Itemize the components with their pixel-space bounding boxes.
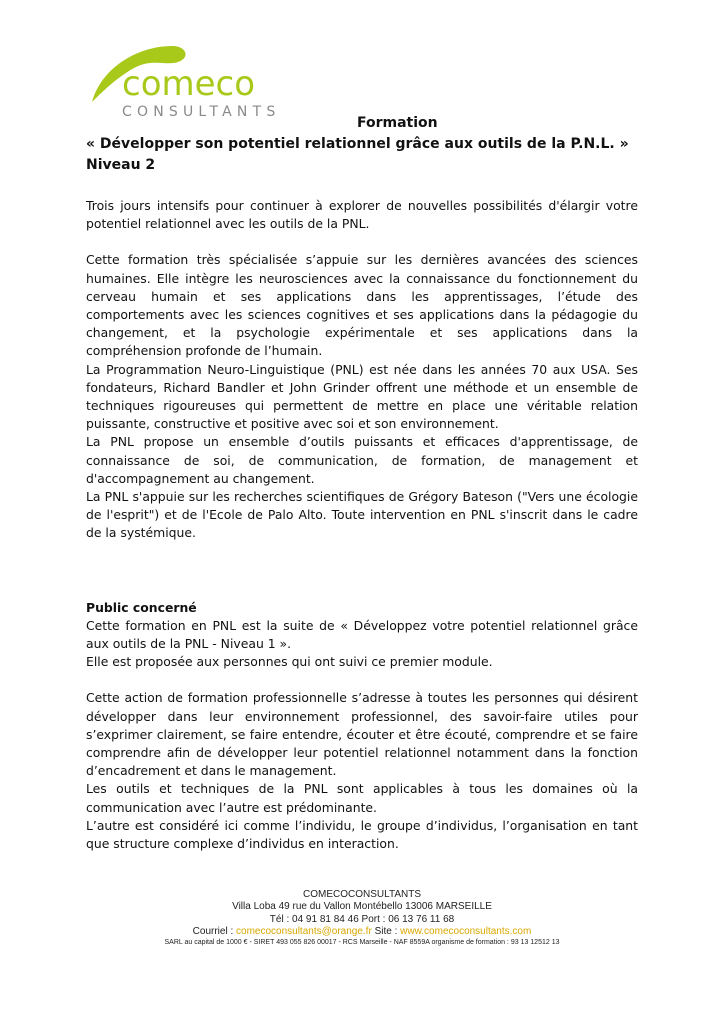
logo-sub-text: CONSULTANTS	[122, 104, 281, 120]
heading-formation: Formation	[357, 115, 438, 131]
footer-company: COMECOCONSULTANTS	[303, 889, 421, 900]
public-paragraph-1: Cette action de formation professionnelle s’adresse à toutes les personnes qui désirent développer dans leur environnement professionnel, des savoir-faire utiles pour s’exprimer clairement, se faire entendre, écouter et être écouté, comprendre et se faire comprendre afin de développer leur potentiel relationnel notamment dans la fonction d’encadrement et dans le management.	[86, 690, 638, 779]
footer-site-label: Site :	[371, 925, 401, 937]
document-heading	[86, 113, 646, 176]
public-line-1: Cette formation en PNL est la suite de « Développez votre potentiel relationnel grâce aux outils de la PNL - Niveau 1 ».	[86, 617, 638, 652]
footer-email-link[interactable]: comecoconsultants@orange.fr	[236, 925, 372, 937]
company-logo	[82, 40, 298, 122]
footer-phone: Tél : 04 91 81 84 46 Port : 06 13 76 11 68	[269, 913, 455, 925]
public-title: Public concerné	[86, 599, 197, 615]
intro-paragraph: Trois jours intensifs pour continuer à explorer de nouvelles possibilités d'élargir votre potentiel relationnel avec les outils de la PNL.	[86, 198, 638, 232]
footer-legal: SARL au capital de 1000 € - SIRET 493 055 826 00017 - RCS Marseille - NAF 8559A organisme de formation : 93 13 12512 13	[164, 939, 560, 947]
comeco-logo-icon	[82, 40, 298, 122]
paragraph-pnl-tools: La PNL propose un ensemble d’outils puissants et efficaces d'apprentissage, de connaissance de soi, de communication, de formation, de management et d'accompagnement au changement.	[86, 434, 638, 486]
heading-level: Niveau 2	[86, 157, 156, 173]
logo-main-text: comeco	[122, 64, 256, 104]
heading-title: « Développer son potentiel relationnel grâce aux outils de la P.N.L. »	[86, 136, 629, 152]
footer-address: Villa Loba 49 rue du Vallon Montébello 13006 MARSEILLE	[232, 901, 492, 913]
public-line-2: Elle est proposée aux personnes qui ont suivi ce premier module.	[86, 654, 493, 670]
page-footer	[0, 889, 724, 948]
public-paragraph-2: Les outils et techniques de la PNL sont applicables à tous les domaines où la communication avec l’autre est prédominante.	[86, 781, 638, 815]
document-body	[86, 197, 638, 853]
footer-site-link[interactable]: www.comecoconsultants.com	[400, 925, 532, 937]
paragraph-bateson: La PNL s'appuie sur les recherches scientifiques de Grégory Bateson ("Vers une écologie de l'esprit") et de l'Ecole de Palo Alto. Toute intervention en PNL s'inscrit dans le cadre de la systémique.	[86, 489, 638, 541]
public-paragraph-3: L’autre est considéré ici comme l’individu, le groupe d’individus, l’organisation en tant que structure complexe d’individus en interaction.	[86, 817, 638, 852]
paragraph-neurosciences: Cette formation très spécialisée s’appuie sur les dernières avancées des sciences humaines. Elle intègre les neurosciences avec la connaissance du fonctionnement du cerveau humain et ses applications dans les apprentissages, l’étude des comportements avec les sciences cognitives et ses applications dans la pédagogie du changement, et la psychologie expérimentale et ses applications dans la compréhension profonde de l’humain.	[86, 252, 638, 359]
footer-email-label: Courriel :	[192, 925, 237, 937]
paragraph-pnl-origins: La Programmation Neuro-Linguistique (PNL) est née dans les années 70 aux USA. Ses fondateurs, Richard Bandler et John Grinder offrent une méthode et un ensemble de techniques rigoureuses qui permettent de mettre en place une véritable relation puissante, constructive et positive avec soi et son environnement.	[86, 361, 638, 432]
footer-contact	[0, 926, 724, 938]
